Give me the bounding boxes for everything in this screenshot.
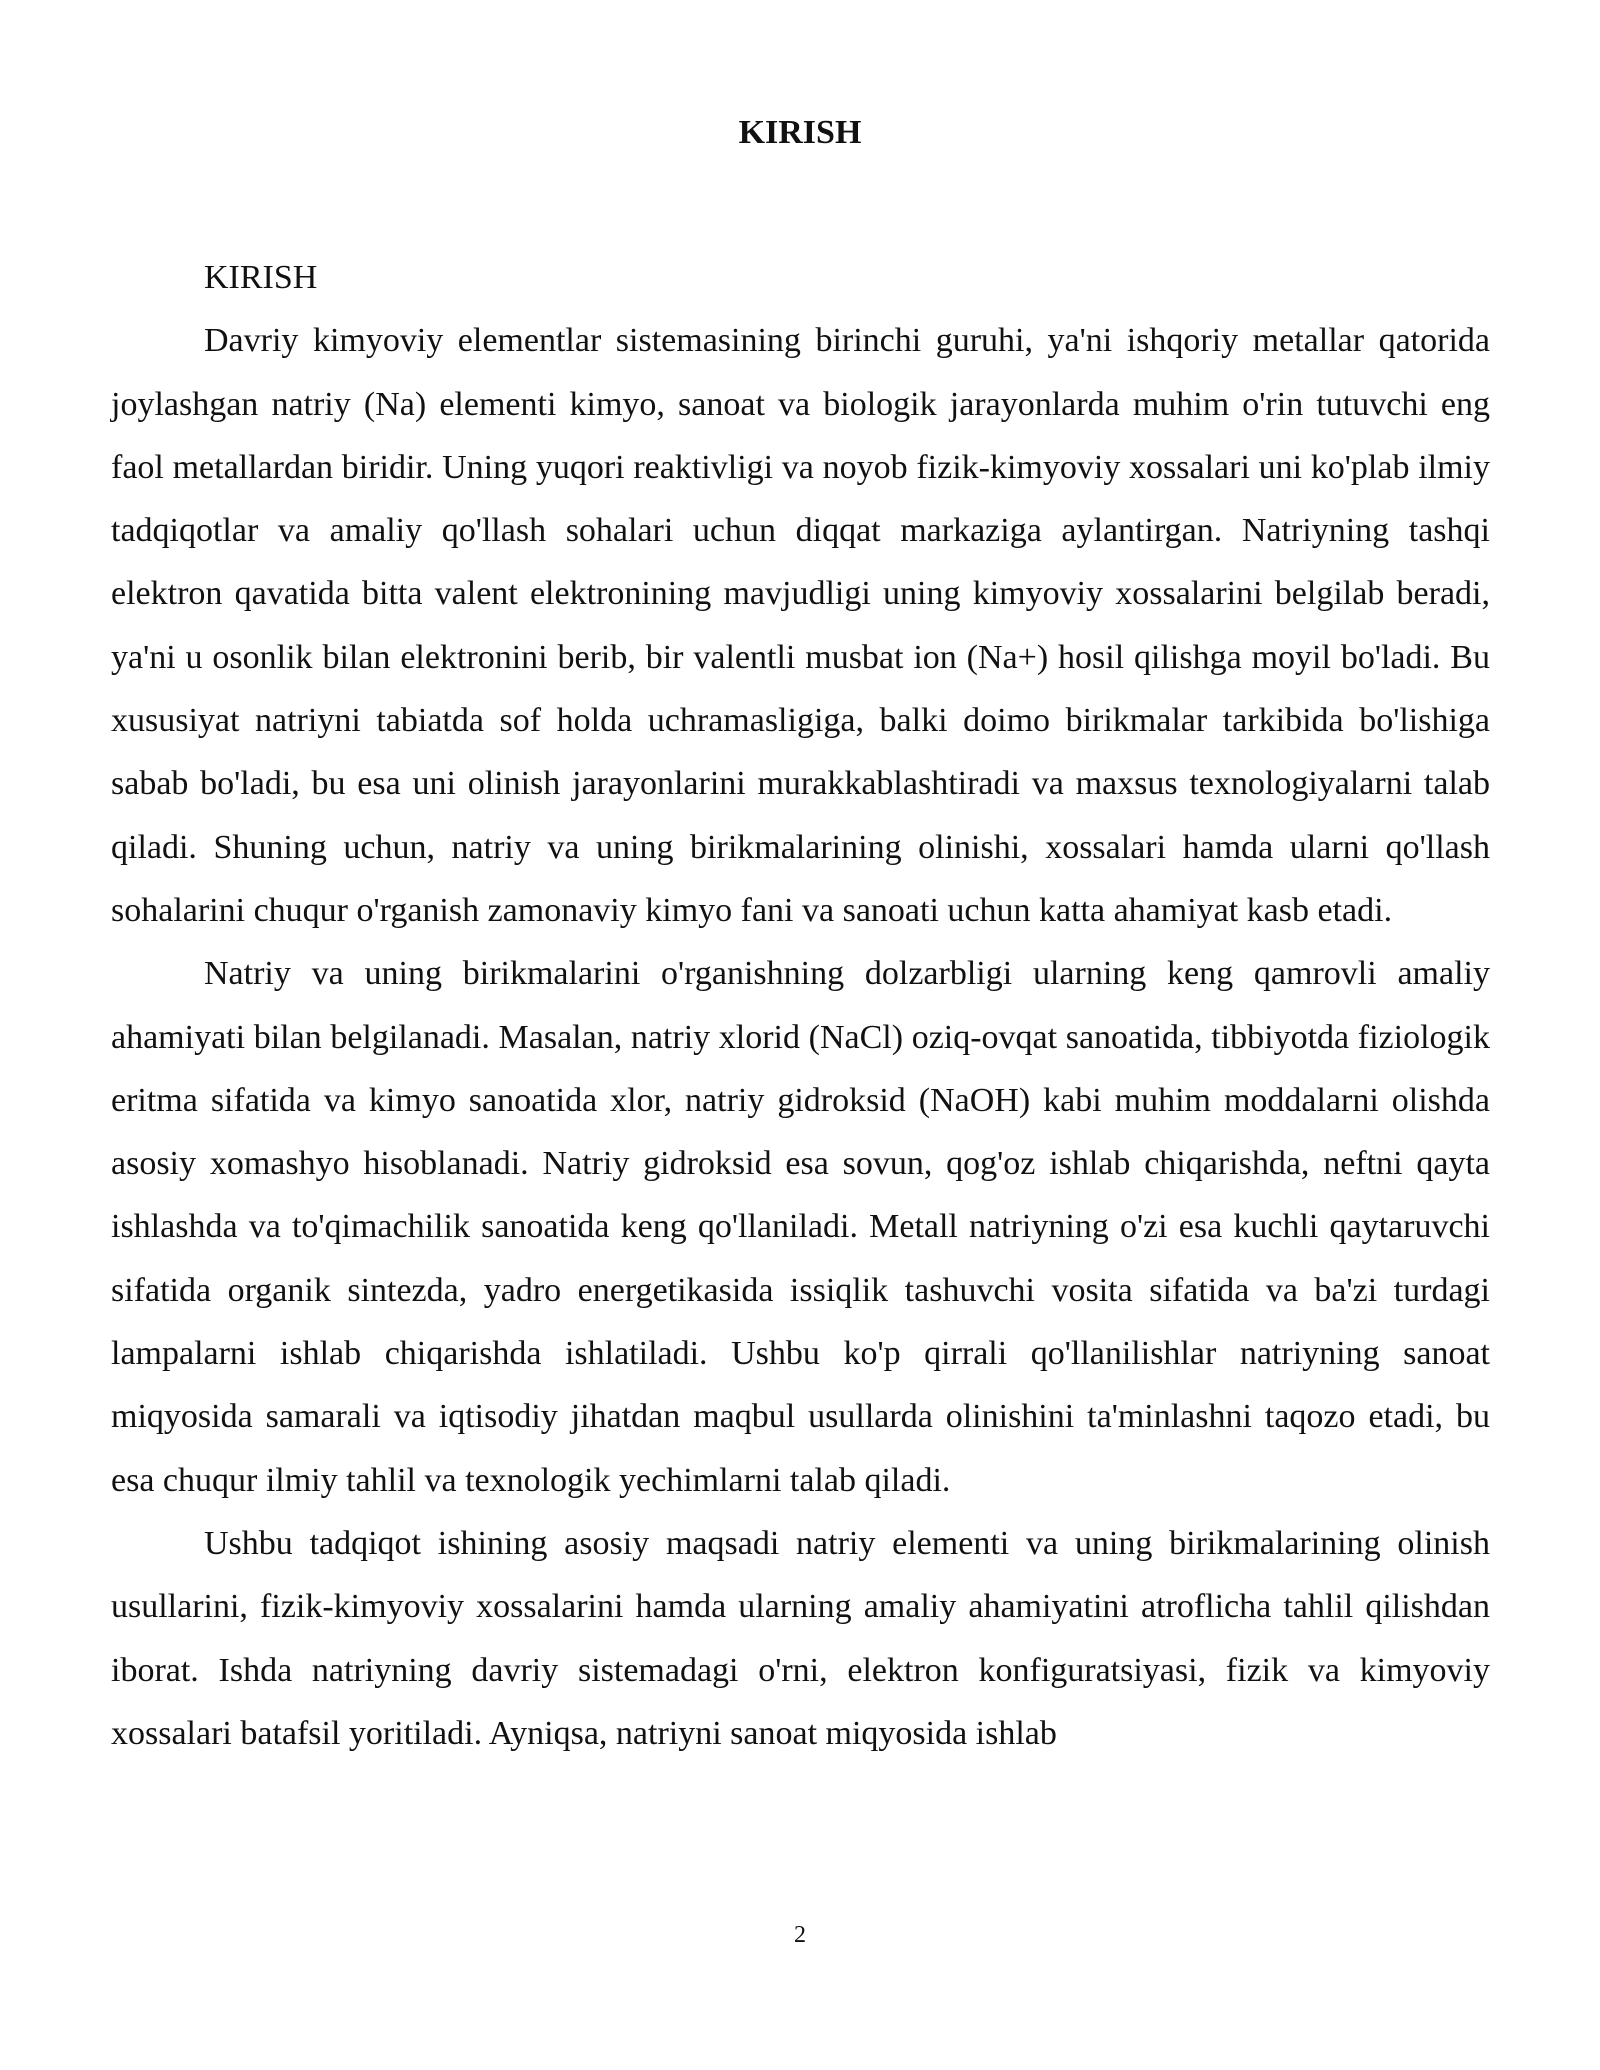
paragraph-1: Davriy kimyoviy elementlar sistemasining birinchi guruhi, ya'ni ishqoriy metallar qatorida joylashgan natriy (Na) elementi kimyo, sanoat va biologik jarayonlarda muhim o'rin tutuvchi eng faol metallardan biridir. Uning yuqori reaktivligi va noyob fizik-kimyoviy xossalari uni ko'plab ilmiy tadqiqotlar va amaliy qo'llash sohalari uchun diqqat markaziga aylantirgan. Natriyning tashqi elektron qavatida bitta valent elektronining mavjudligi uning kimyoviy xossalarini belgilab beradi, ya'ni u osonlik bilan elektronini berib, bir valentli musbat ion (Na+) hosil qilishga moyil bo'ladi. Bu xususiyat natriyni tabiatda sof holda uchramasligiga, balki doimo birikmalar tarkibida bo'lishiga sabab bo'ladi, bu esa uni olinish jarayonlarini murakkablashtiradi va maxsus texnologiyalarni talab qiladi. Shuning uchun, natriy va uning birikmalarining olinishi, xossalari hamda ularni qo'llash sohalarini chuqur o'rganish zamonaviy kimyo fani va sanoati uchun katta ahamiyat kasb etadi. — [111, 322, 1490, 929]
section-heading: KIRISH — [204, 259, 318, 296]
page-title: KIRISH — [738, 114, 862, 151]
page-number: 2 — [794, 1922, 806, 1948]
paragraph-2: Natriy va uning birikmalarini o'rganishning dolzarbligi ularning keng qamrovli amaliy ahamiyati bilan belgilanadi. Masalan, natriy xlorid (NaCl) oziq-ovqat sanoatida, tibbiyotda fiziologik eritma sifatida va kimyo sanoatida xlor, natriy gidroksid (NaOH) kabi muhim moddalarni olishda asosiy xomashyo hisoblanadi. Natriy gidroksid esa sovun, qog'oz ishlab chiqarishda, neftni qayta ishlashda va to'qimachilik sanoatida keng qo'llaniladi. Metall natriyning o'zi esa kuchli qaytaruvchi sifatida organik sintezda, yadro energetikasida issiqlik tashuvchi vosita sifatida va ba'zi turdagi lampalarni ishlab chiqarishda ishlatiladi. Ushbu ko'p qirrali qo'llanilishlar natriyning sanoat miqyosida samarali va iqtisodiy jihatdan maqbul usullarda olinishini ta'minlashni taqozo etadi, bu esa chuqur ilmiy tahlil va texnologik yechimlarni talab qiladi. — [111, 955, 1490, 1499]
body-text — [111, 246, 1490, 1765]
paragraph-3: Ushbu tadqiqot ishining asosiy maqsadi natriy elementi va uning birikmalarining olinish usullarini, fizik-kimyoviy xossalarini hamda ularning amaliy ahamiyatini atroflicha tahlil qilishdan iborat. Ishda natriyning davriy sistemadagi o'rni, elektron konfiguratsiyasi, fizik va kimyoviy xossalari batafsil yoritiladi. Ayniqsa, natriyni sanoat miqyosida ishlab — [111, 1524, 1490, 1752]
